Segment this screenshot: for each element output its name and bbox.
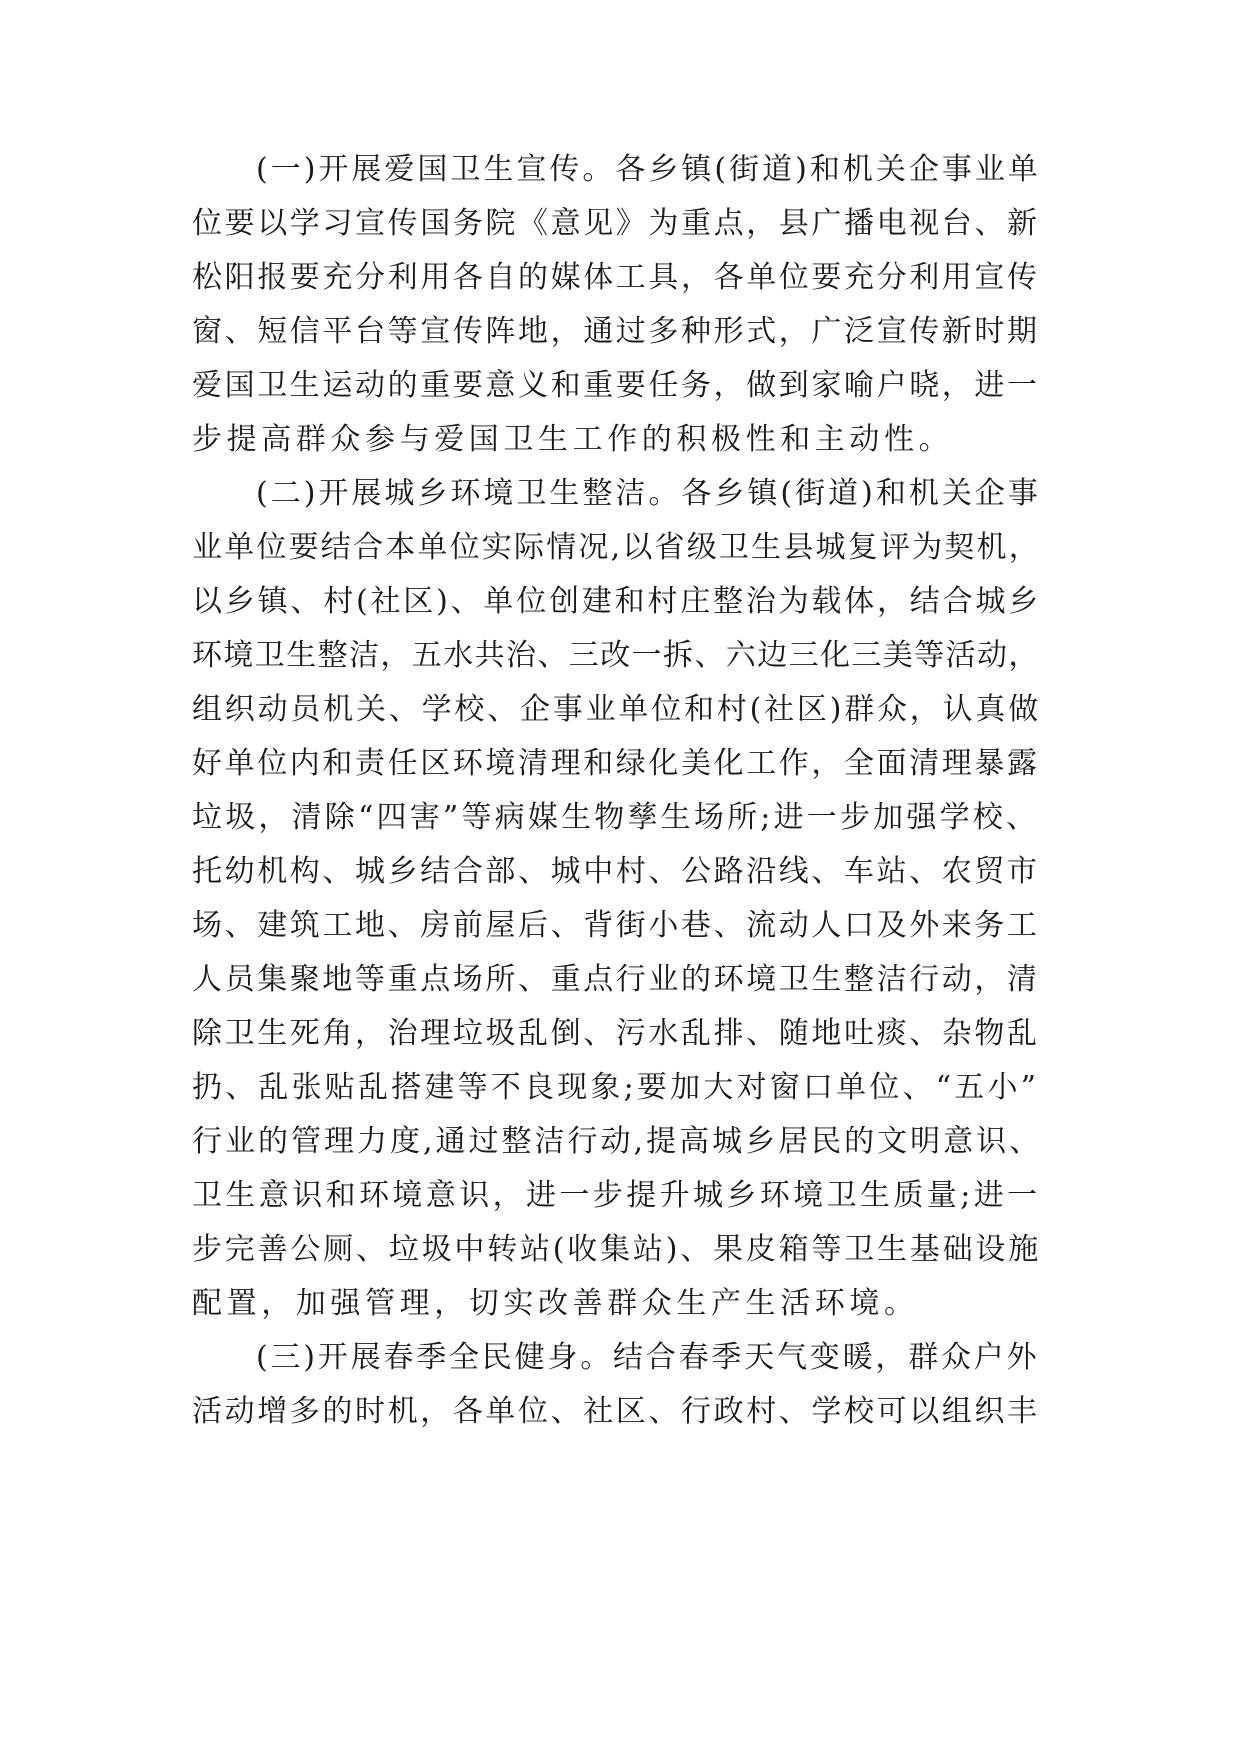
paragraph-2-line-6: 好单位内和责任区环境清理和绿化美化工作，全面清理暴露 <box>192 746 1040 781</box>
paragraph-2-line-13: 行业的管理力度,通过整洁行动,提高城乡居民的文明意识、 <box>192 1124 1043 1159</box>
paragraph-1-line-1: (一)开展爱国卫生宣传。各乡镇(街道)和机关企事业单 <box>256 152 1041 187</box>
paragraph-3-line-1: (三)开展春季全民健身。结合春季天气变暖，群众户外 <box>256 1340 1040 1375</box>
paragraph-2-line-15: 步完善公厕、垃圾中转站(收集站)、果皮箱等卫生基础设施 <box>192 1232 1042 1267</box>
paragraph-2-line-5: 组织动员机关、学校、企事业单位和村(社区)群众，认真做 <box>192 692 1042 727</box>
paragraph-2-line-1: (二)开展城乡环境卫生整洁。各乡镇(街道)和机关企事 <box>256 476 1041 511</box>
paragraph-1-line-4: 窗、短信平台等宣传阵地，通过多种形式，广泛宣传新时期 <box>192 314 1040 349</box>
paragraph-2-line-9: 场、建筑工地、房前屋后、背街小巷、流动人口及外来务工 <box>192 908 1040 943</box>
paragraph-2-line-2: 业单位要结合本单位实际情况,以省级卫生县城复评为契机， <box>192 530 1041 565</box>
paragraph-2-line-16: 配置，加强管理，切实改善群众生产生活环境。 <box>192 1286 919 1321</box>
paragraph-2-line-4: 环境卫生整洁，五水共治、三改一拆、六边三化三美等活动， <box>192 638 1040 673</box>
paragraph-2-line-12: 扔、乱张贴乱搭建等不良现象;要加大对窗口单位、“五小” <box>192 1070 1040 1105</box>
paragraph-1-line-5: 爱国卫生运动的重要意义和重要任务，做到家喻户晓，进一 <box>192 368 1040 403</box>
paragraph-2-line-3: 以乡镇、村(社区)、单位创建和村庄整治为载体，结合城乡 <box>192 584 1042 619</box>
paragraph-2-line-11: 除卫生死角，治理垃圾乱倒、污水乱排、随地吐痰、杂物乱 <box>192 1016 1040 1051</box>
paragraph-2-line-8: 托幼机构、城乡结合部、城中村、公路沿线、车站、农贸市 <box>192 854 1040 889</box>
paragraph-1-line-6: 步提高群众参与爱国卫生工作的积极性和主动性。 <box>192 422 954 457</box>
paragraph-2-line-14: 卫生意识和环境意识，进一步提升城乡环境卫生质量;进一 <box>192 1178 1041 1213</box>
paragraph-1-line-2: 位要以学习宣传国务院《意见》为重点，县广播电视台、新 <box>192 206 1040 241</box>
paragraph-1-line-3: 松阳报要充分利用各自的媒体工具，各单位要充分利用宣传 <box>192 260 1040 295</box>
paragraph-3-line-2: 活动增多的时机，各单位、社区、行政村、学校可以组织丰 <box>192 1394 1040 1429</box>
paragraph-2-line-10: 人员集聚地等重点场所、重点行业的环境卫生整洁行动，清 <box>192 962 1040 997</box>
paragraph-2-line-7: 垃圾，清除“四害”等病媒生物孳生场所;进一步加强学校、 <box>192 800 1040 835</box>
